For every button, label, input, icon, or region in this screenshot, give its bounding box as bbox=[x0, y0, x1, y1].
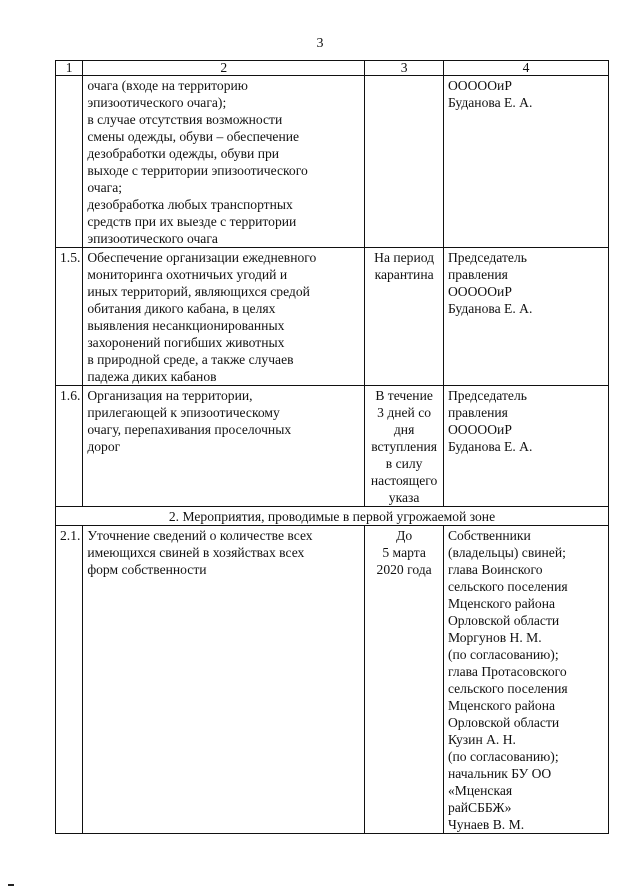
responsible-persons-line: Председатель bbox=[447, 388, 527, 403]
measure-description-line: средств при их выезде с территории bbox=[87, 214, 297, 229]
table-body-threatened-zone bbox=[56, 526, 609, 834]
measure-description-line: выявления несанкционированных bbox=[87, 318, 285, 333]
measure-description-line: эпизоотического очага); bbox=[87, 95, 227, 110]
measure-description-line: падежа диких кабанов bbox=[87, 369, 217, 384]
column-header: 1 bbox=[56, 61, 83, 76]
measure-description-line: Организация на территории, bbox=[87, 388, 253, 403]
measure-description-line: прилегающей к эпизоотическому bbox=[87, 405, 280, 420]
table-row bbox=[56, 526, 609, 834]
measure-description bbox=[83, 248, 365, 386]
measure-description-line: выходе с территории эпизоотического bbox=[87, 163, 308, 178]
responsible-persons-line: Моргунов Н. М. bbox=[447, 630, 542, 645]
table-row bbox=[56, 248, 609, 386]
item-number: 1.5. bbox=[56, 248, 83, 386]
measure-description-line: форм собственности bbox=[87, 562, 207, 577]
table-body-first-zone bbox=[56, 76, 609, 507]
item-number bbox=[56, 76, 83, 248]
responsible-persons-line: Мценского района bbox=[447, 698, 556, 713]
responsible-persons-line: «Мценская bbox=[447, 783, 513, 798]
deadline-line: карантина bbox=[374, 267, 434, 282]
measure-description-line: иных территорий, являющихся средой bbox=[87, 284, 310, 299]
measure-description bbox=[83, 386, 365, 507]
deadline bbox=[365, 386, 444, 507]
measure-description-line: обитания дикого кабана, в целях bbox=[87, 301, 276, 316]
column-header: 3 bbox=[365, 61, 444, 76]
responsible-persons-line: ОООООиР bbox=[447, 284, 512, 299]
responsible-persons-line: Буданова Е. А. bbox=[447, 439, 533, 454]
scan-mark bbox=[8, 884, 14, 886]
responsible-persons-line: сельского поселения bbox=[447, 579, 568, 594]
item-number: 1.6. bbox=[56, 386, 83, 507]
column-header: 4 bbox=[443, 61, 608, 76]
deadline-line: До bbox=[396, 528, 413, 543]
responsible-persons-line: Чунаев В. М. bbox=[447, 817, 525, 832]
column-header-row bbox=[56, 61, 609, 76]
responsible-persons-line: (владельцы) свиней; bbox=[447, 545, 566, 560]
measure-description-line: мониторинга охотничьих угодий и bbox=[87, 267, 288, 282]
responsible-persons-line: Буданова Е. А. bbox=[447, 95, 533, 110]
section-header-row bbox=[56, 507, 609, 526]
deadline-line: 2020 года bbox=[376, 562, 432, 577]
responsible-persons-line: Мценского района bbox=[447, 596, 556, 611]
deadline-line: На период bbox=[374, 250, 435, 265]
deadline-line: дня bbox=[393, 422, 415, 437]
measure-description bbox=[83, 526, 365, 834]
responsible-persons-line: Собственники bbox=[447, 528, 531, 543]
measure-description-line: смены одежды, обуви – обеспечение bbox=[87, 129, 300, 144]
deadline-line: 3 дней со bbox=[377, 405, 432, 420]
responsible-persons-line: правления bbox=[447, 405, 508, 420]
deadline-line: 5 марта bbox=[382, 545, 426, 560]
responsible-persons bbox=[443, 386, 608, 507]
measure-description-line: дорог bbox=[87, 439, 121, 454]
measure-description-line: очагу, перепахивания проселочных bbox=[87, 422, 292, 437]
responsible-persons-line: сельского поселения bbox=[447, 681, 568, 696]
column-header: 2 bbox=[83, 61, 365, 76]
responsible-persons-line: Председатель bbox=[447, 250, 527, 265]
responsible-persons-line: (по согласованию); bbox=[447, 647, 559, 662]
measures-table bbox=[55, 60, 609, 834]
responsible-persons-line: глава Воинского bbox=[447, 562, 543, 577]
responsible-persons-line: начальник БУ ОО bbox=[447, 766, 552, 781]
responsible-persons-line: глава Протасовского bbox=[447, 664, 567, 679]
responsible-persons bbox=[443, 248, 608, 386]
deadline-line: в силу bbox=[385, 456, 423, 471]
table-row bbox=[56, 386, 609, 507]
responsible-persons-line: правления bbox=[447, 267, 508, 282]
responsible-persons-line: Орловской области bbox=[447, 715, 560, 730]
deadline-line: указа bbox=[388, 490, 420, 505]
table-row bbox=[56, 76, 609, 248]
deadline-line: В течение bbox=[375, 388, 433, 403]
measure-description-line: очага; bbox=[87, 180, 123, 195]
responsible-persons-line: Кузин А. Н. bbox=[447, 732, 516, 747]
responsible-persons-line: (по согласованию); bbox=[447, 749, 559, 764]
measure-description-line: дезобработки одежды, обуви при bbox=[87, 146, 280, 161]
deadline bbox=[365, 76, 444, 248]
measure-description-line: дезобработка любых транспортных bbox=[87, 197, 293, 212]
deadline-line: настоящего bbox=[370, 473, 438, 488]
page-number: 3 bbox=[316, 36, 324, 51]
item-number: 2.1. bbox=[56, 526, 83, 834]
deadline-line: вступления bbox=[371, 439, 438, 454]
responsible-persons bbox=[443, 526, 608, 834]
responsible-persons bbox=[443, 76, 608, 248]
responsible-persons-line: ОООООиР bbox=[447, 422, 512, 437]
section-title: 2. Мероприятия, проводимые в первой угрожаемой зоне bbox=[56, 507, 609, 526]
responsible-persons-line: ОООООиР bbox=[447, 78, 512, 93]
deadline bbox=[365, 248, 444, 386]
measure-description-line: Уточнение сведений о количестве всех bbox=[87, 528, 313, 543]
measure-description-line: Обеспечение организации ежедневного bbox=[87, 250, 317, 265]
measure-description-line: очага (входе на территорию bbox=[87, 78, 248, 93]
measure-description-line: в случае отсутствия возможности bbox=[87, 112, 283, 127]
measure-description bbox=[83, 76, 365, 248]
responsible-persons-line: Буданова Е. А. bbox=[447, 301, 533, 316]
measure-description-line: эпизоотического очага bbox=[87, 231, 218, 246]
measure-description-line: в природной среде, а также случаев bbox=[87, 352, 294, 367]
measure-description-line: имеющихся свиней в хозяйствах всех bbox=[87, 545, 305, 560]
deadline bbox=[365, 526, 444, 834]
responsible-persons-line: райСББЖ» bbox=[447, 800, 512, 815]
measure-description-line: захоронений погибших животных bbox=[87, 335, 285, 350]
responsible-persons-line: Орловской области bbox=[447, 613, 560, 628]
